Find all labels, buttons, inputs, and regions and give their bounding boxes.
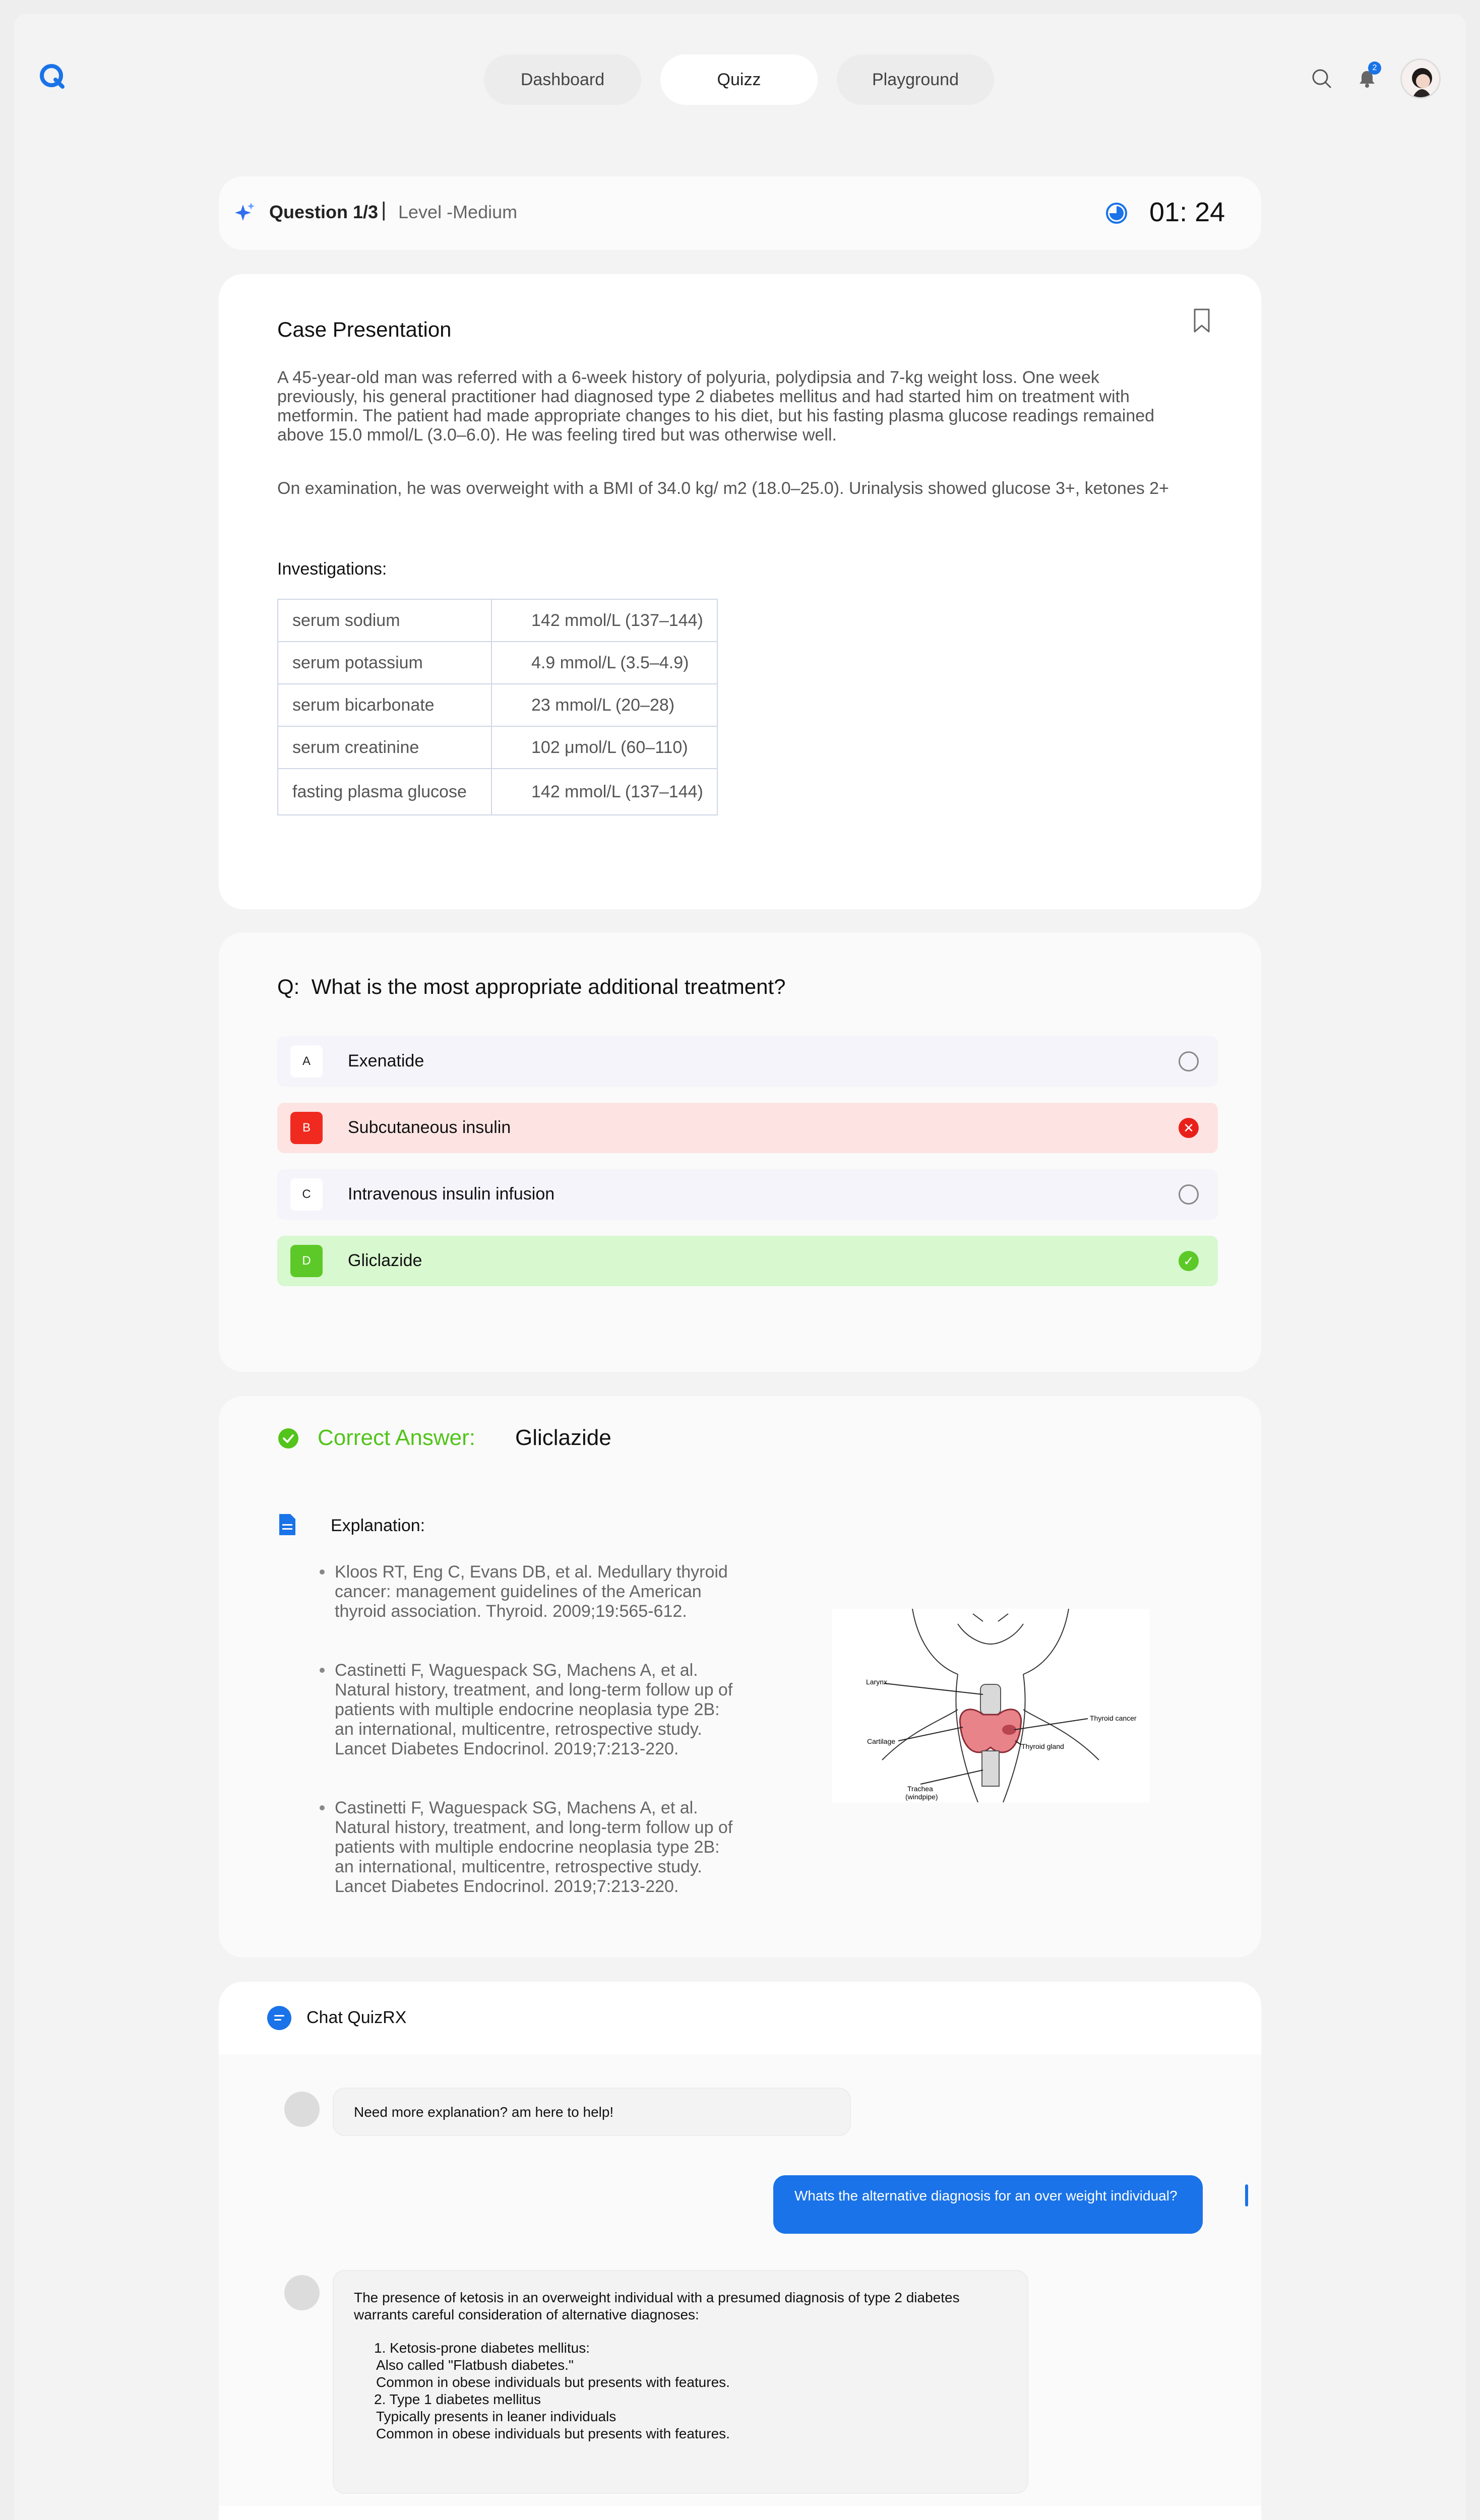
tab-quizz[interactable]: Quizz — [660, 54, 818, 105]
case-title: Case Presentation — [277, 318, 452, 341]
figure-label: (windpipe) — [905, 1793, 938, 1801]
question-number: Question 1/3 — [269, 202, 379, 222]
explanation-title: Explanation: — [331, 1516, 425, 1535]
option-letter: B — [290, 1112, 323, 1144]
tab-playground[interactable]: Playground — [837, 54, 994, 105]
investigations-table — [277, 599, 718, 815]
document-icon — [277, 1513, 297, 1536]
list-item-line: Common in obese individuals but presents with features. — [376, 2426, 730, 2441]
bookmark-icon[interactable] — [1190, 306, 1214, 335]
check-icon: ✓ — [1179, 1251, 1199, 1271]
list-item: 2. Type 1 diabetes mellitus — [374, 2391, 541, 2407]
search-icon[interactable] — [1309, 66, 1335, 92]
option-d[interactable] — [277, 1236, 1218, 1286]
table-row — [278, 684, 717, 726]
table-cell: serum sodium — [278, 599, 491, 642]
figure-label: Larynx — [866, 1678, 887, 1686]
option-a[interactable] — [277, 1036, 1218, 1087]
radio-icon[interactable] — [1179, 1051, 1199, 1072]
chat-title: Chat QuizRX — [306, 2008, 407, 2027]
list-item: Kloos RT, Eng C, Evans DB, et al. Medullary thyroid cancer: management guidelines of the American thyroid association. Thyroid. 2009;19:565-612. — [320, 1562, 743, 1621]
app-frame — [14, 14, 1466, 2520]
thyroid-diagram — [832, 1609, 1149, 1802]
chat-icon — [265, 2004, 293, 2032]
figure-label: Thyroid cancer — [1090, 1714, 1137, 1722]
table-cell: fasting plasma glucose — [278, 769, 491, 815]
chat-card — [219, 1982, 1261, 2520]
difficulty-level: Level -Medium — [398, 202, 518, 222]
question-prefix: Q: — [277, 975, 300, 998]
list-item-line: Common in obese individuals but presents with features. — [376, 2374, 730, 2390]
case-paragraph: A 45-year-old man was referred with a 6-week history of polyuria, polydipsia and 7-kg weight loss. One week previously, his general practitioner had diagnosed type 2 diabetes mellitus and had started him on treatment with metformin. The patient had made appropriate changes to his diet, but his fasting plasma glucose readings remained above 15.0 mmol/L (3.0–6.0). He was feeling tired but was otherwise well. — [277, 368, 1155, 445]
list-item: 1. Ketosis-prone diabetes mellitus: — [374, 2340, 590, 2356]
table-cell: serum potassium — [278, 642, 491, 684]
chat-messages[interactable] — [219, 2054, 1261, 2506]
correct-answer-value: Gliclazide — [515, 1425, 611, 1450]
figure-label: Cartilage — [867, 1737, 896, 1745]
bot-message-intro: The presence of ketosis in an overweight individual with a presumed diagnosis of type 2 diabetes warrants careful consideration of alternative diagnoses: — [354, 2290, 960, 2322]
bot-avatar — [284, 2092, 320, 2127]
user-message: Whats the alternative diagnosis for an over weight individual? — [773, 2175, 1203, 2234]
table-row — [278, 599, 717, 642]
app-logo-icon[interactable] — [36, 60, 69, 93]
option-label: Exenatide — [348, 1051, 424, 1070]
table-cell: serum bicarbonate — [278, 684, 491, 726]
question-text — [277, 975, 786, 999]
list-item: Castinetti F, Waguespack SG, Machens A, et al. Natural history, treatment, and long-term follow up of patients with multiple endocrine neoplasia type 2B: an international, multicentre, retrospective study. Lancet Diabetes Endocrinol. 2019;7:213-220. — [320, 1661, 743, 1759]
table-cell: 23 mmol/L (20–28) — [491, 684, 717, 726]
case-paragraph: On examination, he was overweight with a BMI of 34.0 kg/ m2 (18.0–25.0). Urinalysis showed glucose 3+, ketones 2+ — [277, 479, 1169, 498]
tab-dashboard[interactable]: Dashboard — [484, 54, 641, 105]
option-label: Subcutaneous insulin — [348, 1118, 511, 1137]
option-label: Intravenous insulin infusion — [348, 1184, 555, 1204]
option-letter: C — [290, 1178, 323, 1211]
figure-label: Thyroid gland — [1021, 1742, 1064, 1750]
bell-icon[interactable] — [1353, 65, 1381, 93]
list-item: Castinetti F, Waguespack SG, Machens A, et al. Natural history, treatment, and long-term follow up of patients with multiple endocrine neoplasia type 2B: an international, multicentre, retrospective study. Lancet Diabetes Endocrinol. 2019;7:213-220. — [320, 1798, 743, 1897]
option-letter: D — [290, 1245, 323, 1277]
table-cell: 4.9 mmol/L (3.5–4.9) — [491, 642, 717, 684]
table-cell: 142 mmol/L (137–144) — [491, 599, 717, 642]
option-c[interactable] — [277, 1169, 1218, 1220]
notification-badge: 2 — [1368, 61, 1381, 75]
bot-message: Need more explanation? am here to help! — [333, 2088, 851, 2136]
option-b[interactable] — [277, 1103, 1218, 1153]
bot-avatar — [284, 2275, 320, 2310]
case-card — [219, 274, 1261, 909]
investigations-title: Investigations: — [277, 559, 387, 579]
option-label: Gliclazide — [348, 1251, 422, 1270]
avatar[interactable] — [1400, 58, 1441, 99]
question-card — [219, 932, 1261, 1372]
wrong-x-icon: ✕ — [1179, 1118, 1199, 1138]
figure-label: Trachea — [907, 1785, 933, 1793]
table-row — [278, 726, 717, 769]
correct-answer-label: Correct Answer: — [318, 1425, 475, 1450]
table-cell: 102 μmol/L (60–110) — [491, 726, 717, 769]
radio-icon[interactable] — [1179, 1184, 1199, 1205]
countdown-timer: 01: 24 — [1149, 197, 1225, 227]
answer-card — [219, 1396, 1261, 1958]
question-body: What is the most appropriate additional treatment? — [311, 975, 786, 998]
sparkle-icon — [232, 201, 257, 226]
bot-message — [333, 2270, 1028, 2494]
list-item-line: Also called "Flatbush diabetes." — [376, 2357, 574, 2373]
list-item-line: Typically presents in leaner individuals — [376, 2409, 616, 2424]
option-letter: A — [290, 1045, 323, 1078]
table-row — [278, 769, 717, 815]
timer-icon — [1104, 201, 1129, 226]
table-cell: serum creatinine — [278, 726, 491, 769]
chat-scrollbar[interactable] — [1245, 2184, 1248, 2207]
separator: | — [381, 199, 387, 221]
table-cell: 142 mmol/L (137–144) — [491, 769, 717, 815]
reference-list — [320, 1562, 743, 1936]
question-header-card — [219, 176, 1261, 250]
table-row — [278, 642, 717, 684]
correct-check-icon — [277, 1427, 299, 1450]
